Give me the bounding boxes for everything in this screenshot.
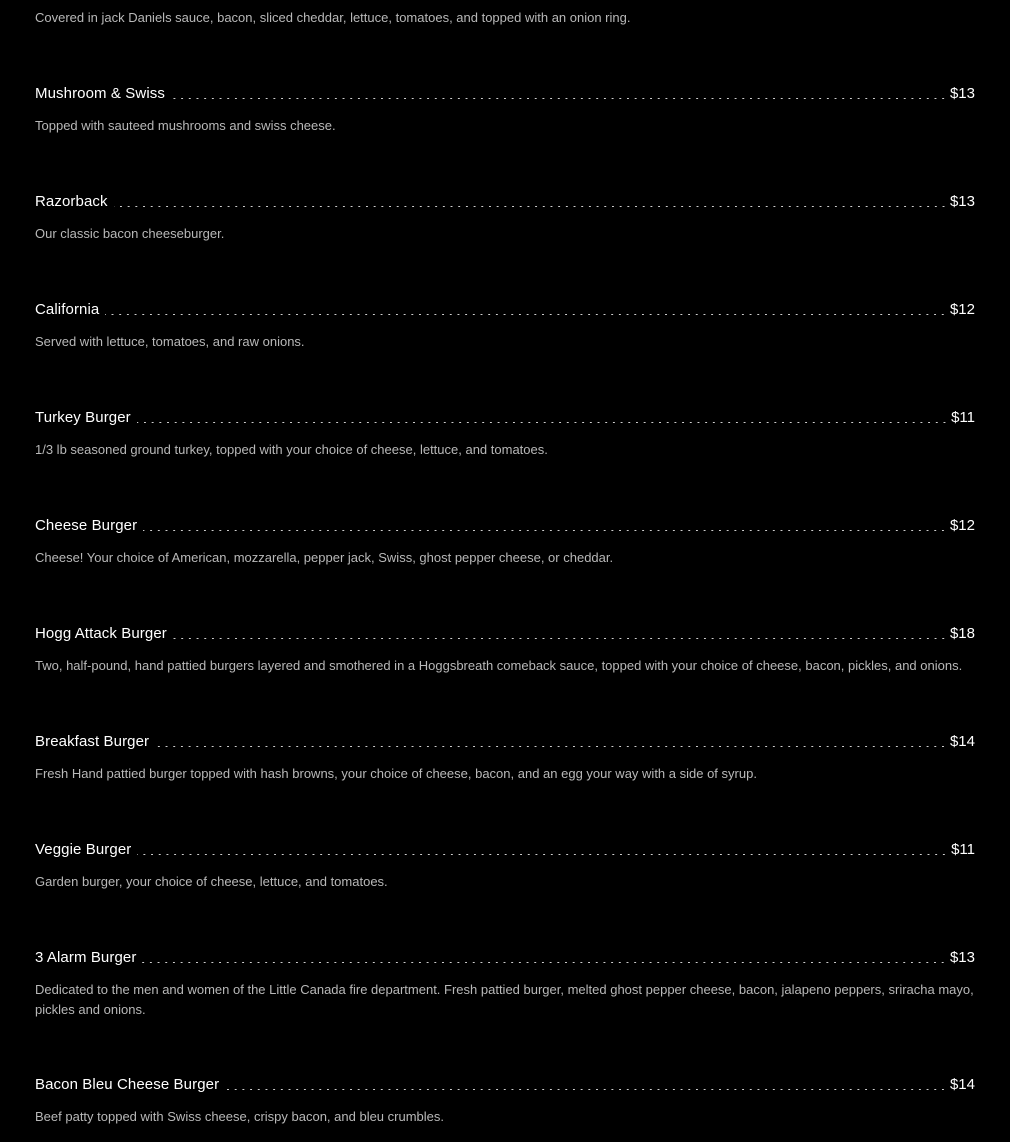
menu-item-header bbox=[35, 84, 975, 104]
menu-item-bacon-bleu-cheese-burger bbox=[35, 1075, 975, 1127]
menu-item-name: Turkey Burger bbox=[35, 409, 131, 426]
menu-item-description: Garden burger, your choice of cheese, lettuce, and tomatoes. bbox=[35, 874, 388, 889]
menu-item-mushroom-swiss bbox=[35, 84, 975, 136]
dot-leader bbox=[105, 300, 947, 320]
menu-item-price: $12 bbox=[949, 301, 975, 318]
dot-leader bbox=[114, 192, 947, 212]
menu-item-description: Our classic bacon cheeseburger. bbox=[35, 226, 225, 241]
menu-item-name: Mushroom & Swiss bbox=[35, 85, 165, 102]
menu-item-header bbox=[35, 732, 975, 752]
menu-item-cheese-burger bbox=[35, 516, 975, 568]
menu-item-description: Dedicated to the men and women of the Little Canada fire department. Fresh pattied burger, melted ghost pepper cheese, bacon, jalapeno peppers, sriracha mayo, pickles and onions. bbox=[35, 982, 974, 1017]
menu-item-price: $14 bbox=[949, 1076, 975, 1093]
menu-item-name: California bbox=[35, 301, 100, 318]
menu-item-name: Veggie Burger bbox=[35, 841, 132, 858]
menu-item-description: Two, half-pound, hand pattied burgers layered and smothered in a Hoggsbreath comeback sauce, topped with your choice of cheese, bacon, pickles, and onions. bbox=[35, 658, 963, 673]
dot-leader bbox=[137, 840, 948, 860]
menu-item-name: 3 Alarm Burger bbox=[35, 949, 137, 966]
menu-item-header bbox=[35, 1075, 975, 1095]
dot-leader bbox=[155, 732, 947, 752]
menu-item-description: Fresh Hand pattied burger topped with hash browns, your choice of cheese, bacon, and an egg your way with a side of syrup. bbox=[35, 766, 757, 781]
menu-item-name: Hogg Attack Burger bbox=[35, 625, 167, 642]
menu-item-description: 1/3 lb seasoned ground turkey, topped with your choice of cheese, lettuce, and tomatoes. bbox=[35, 442, 548, 457]
menu-item-name: Cheese Burger bbox=[35, 517, 138, 534]
menu-item-name: Bacon Bleu Cheese Burger bbox=[35, 1076, 220, 1093]
dot-leader bbox=[173, 624, 947, 644]
menu-item-turkey-burger bbox=[35, 408, 975, 460]
menu-item-price: $18 bbox=[949, 625, 975, 642]
menu-item-breakfast-burger bbox=[35, 732, 975, 784]
menu-item-price: $13 bbox=[949, 193, 975, 210]
menu-item-header bbox=[35, 840, 975, 860]
dot-leader bbox=[142, 948, 947, 968]
menu-item-razorback bbox=[35, 192, 975, 244]
menu-item-header bbox=[35, 516, 975, 536]
menu-item-california bbox=[35, 300, 975, 352]
menu-item-veggie-burger bbox=[35, 840, 975, 892]
menu-item-name: Razorback bbox=[35, 193, 108, 210]
menu-item-description: Topped with sauteed mushrooms and swiss cheese. bbox=[35, 118, 336, 133]
dot-leader bbox=[137, 408, 948, 428]
menu-item-description: Beef patty topped with Swiss cheese, crispy bacon, and bleu crumbles. bbox=[35, 1109, 444, 1124]
menu-item-header bbox=[35, 408, 975, 428]
menu-item-price: $13 bbox=[949, 949, 975, 966]
menu-item-header bbox=[35, 192, 975, 212]
menu-item-description: Covered in jack Daniels sauce, bacon, sliced cheddar, lettuce, tomatoes, and topped with an onion ring. bbox=[35, 10, 631, 25]
menu-item-price: $11 bbox=[951, 409, 975, 426]
menu-item-hogg-attack-burger bbox=[35, 624, 975, 676]
menu-item-header bbox=[35, 300, 975, 320]
menu-item-header bbox=[35, 948, 975, 968]
menu-item-description: Cheese! Your choice of American, mozzarella, pepper jack, Swiss, ghost pepper cheese, or cheddar. bbox=[35, 550, 614, 565]
menu-item-name: Breakfast Burger bbox=[35, 733, 150, 750]
menu-item-price: $11 bbox=[951, 841, 975, 858]
menu-item-price: $14 bbox=[949, 733, 975, 750]
dot-leader bbox=[225, 1075, 947, 1095]
menu-item-price: $12 bbox=[949, 517, 975, 534]
dot-leader bbox=[143, 516, 947, 536]
menu-item-3-alarm-burger bbox=[35, 948, 975, 1020]
menu-item-header bbox=[35, 624, 975, 644]
dot-leader bbox=[171, 84, 947, 104]
menu-item-price: $13 bbox=[949, 85, 975, 102]
menu-item-description: Served with lettuce, tomatoes, and raw onions. bbox=[35, 334, 305, 349]
